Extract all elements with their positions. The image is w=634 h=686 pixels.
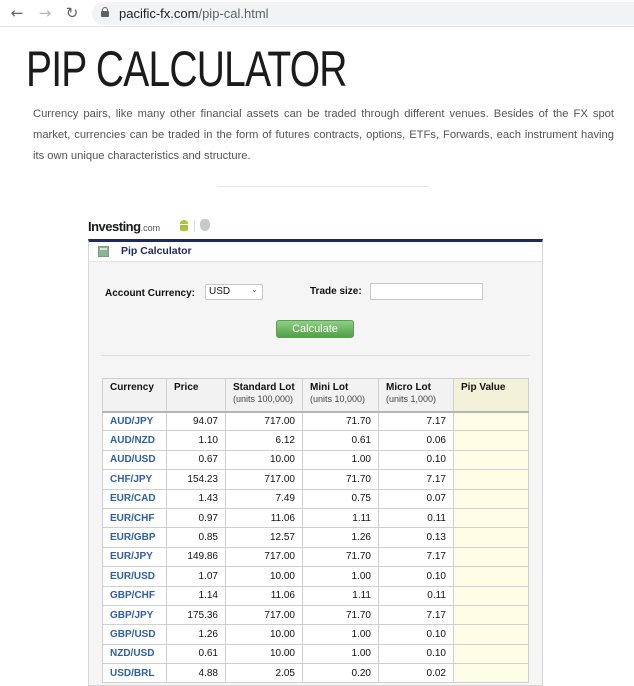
mini-lot-cell: 0.75 bbox=[303, 489, 379, 508]
mini-lot-cell: 71.70 bbox=[303, 547, 379, 566]
mini-lot-cell: 1.26 bbox=[303, 528, 379, 547]
col-header-price: Price bbox=[167, 379, 226, 412]
price-cell: 149.86 bbox=[167, 547, 226, 566]
mini-lot-cell: 1.00 bbox=[303, 625, 379, 644]
price-cell: 1.43 bbox=[167, 489, 226, 508]
account-currency-label: Account Currency: bbox=[105, 288, 196, 299]
pip-value-table bbox=[102, 378, 529, 683]
micro-lot-cell: 7.17 bbox=[379, 605, 454, 624]
price-cell: 4.88 bbox=[167, 664, 226, 683]
price-cell: 0.67 bbox=[167, 450, 226, 469]
calculator-icon bbox=[98, 246, 109, 257]
pip-value-cell bbox=[454, 605, 529, 624]
panel-header bbox=[89, 242, 542, 262]
micro-lot-cell: 0.07 bbox=[379, 489, 454, 508]
micro-lot-cell: 0.11 bbox=[379, 586, 454, 605]
account-currency-value: USD bbox=[209, 286, 231, 297]
currency-pair-link[interactable]: EUR/GBP bbox=[103, 528, 167, 547]
table-row bbox=[103, 586, 529, 605]
pip-value-cell bbox=[454, 528, 529, 547]
address-bar[interactable] bbox=[92, 2, 634, 25]
currency-pair-link[interactable]: NZD/USD bbox=[103, 644, 167, 663]
micro-lot-cell: 0.11 bbox=[379, 508, 454, 527]
currency-pair-link[interactable]: USD/BRL bbox=[103, 664, 167, 683]
trade-size-input[interactable] bbox=[370, 283, 483, 300]
currency-pair-link[interactable]: EUR/USD bbox=[103, 567, 167, 586]
table-row bbox=[103, 412, 529, 431]
table-row bbox=[103, 625, 529, 644]
currency-pair-link[interactable]: EUR/CHF bbox=[103, 508, 167, 527]
pip-value-cell bbox=[454, 547, 529, 566]
url-path: /pip-cal.html bbox=[198, 6, 269, 21]
currency-pair-link[interactable]: GBP/CHF bbox=[103, 586, 167, 605]
table-row bbox=[103, 470, 529, 489]
table-row bbox=[103, 450, 529, 469]
currency-pair-link[interactable]: AUD/USD bbox=[103, 450, 167, 469]
col-header-standard-lot: Standard Lot (units 100,000) bbox=[226, 379, 303, 412]
mini-lot-cell: 1.00 bbox=[303, 644, 379, 663]
back-arrow-icon[interactable]: ← bbox=[10, 4, 24, 22]
trade-size-label: Trade size: bbox=[310, 286, 362, 297]
price-cell: 94.07 bbox=[167, 412, 226, 431]
table-row bbox=[103, 547, 529, 566]
standard-lot-cell: 717.00 bbox=[226, 547, 303, 566]
pip-value-cell bbox=[454, 450, 529, 469]
col-header-mini-lot: Mini Lot (units 10,000) bbox=[303, 379, 379, 412]
table-row bbox=[103, 567, 529, 586]
standard-lot-cell: 11.06 bbox=[226, 586, 303, 605]
mini-lot-cell: 71.70 bbox=[303, 412, 379, 431]
pip-value-cell bbox=[454, 586, 529, 605]
price-cell: 154.23 bbox=[167, 470, 226, 489]
table-row bbox=[103, 489, 529, 508]
currency-pair-link[interactable]: AUD/JPY bbox=[103, 412, 167, 431]
apple-icon[interactable] bbox=[200, 219, 210, 231]
currency-pair-link[interactable]: AUD/NZD bbox=[103, 431, 167, 450]
pip-value-cell bbox=[454, 431, 529, 450]
mini-lot-cell: 71.70 bbox=[303, 605, 379, 624]
intro-paragraph: Currency pairs, like many other financial assets can be traded through different venues. Besides of the FX spot market, currencies can be traded in the form of futures contracts, options, ETFs, Forwards, each instrument having its own unique characteristics and structure. bbox=[33, 108, 614, 162]
standard-lot-cell: 2.05 bbox=[226, 664, 303, 683]
micro-lot-cell: 7.17 bbox=[379, 470, 454, 489]
table-row bbox=[103, 644, 529, 663]
pip-value-cell bbox=[454, 470, 529, 489]
standard-lot-cell: 12.57 bbox=[226, 528, 303, 547]
standard-lot-cell: 7.49 bbox=[226, 489, 303, 508]
standard-lot-cell: 717.00 bbox=[226, 470, 303, 489]
pip-value-cell bbox=[454, 567, 529, 586]
standard-lot-cell: 6.12 bbox=[226, 431, 303, 450]
standard-lot-cell: 717.00 bbox=[226, 412, 303, 431]
currency-pair-link[interactable]: GBP/JPY bbox=[103, 605, 167, 624]
price-cell: 0.85 bbox=[167, 528, 226, 547]
table-row bbox=[103, 528, 529, 547]
micro-lot-cell: 0.10 bbox=[379, 625, 454, 644]
mini-lot-cell: 0.61 bbox=[303, 431, 379, 450]
standard-lot-cell: 10.00 bbox=[226, 567, 303, 586]
micro-lot-cell: 0.02 bbox=[379, 664, 454, 683]
reload-icon[interactable]: ↻ bbox=[65, 4, 79, 22]
pip-value-cell bbox=[454, 664, 529, 683]
pip-calculator-widget bbox=[88, 216, 543, 686]
currency-pair-link[interactable]: CHF/JPY bbox=[103, 470, 167, 489]
currency-pair-link[interactable]: EUR/JPY bbox=[103, 547, 167, 566]
calculate-button[interactable]: Calculate bbox=[276, 320, 354, 338]
url-host: pacific-fx.com bbox=[119, 6, 199, 21]
micro-lot-cell: 7.17 bbox=[379, 547, 454, 566]
pip-value-cell bbox=[454, 489, 529, 508]
mini-lot-cell: 1.11 bbox=[303, 508, 379, 527]
currency-pair-link[interactable]: EUR/CAD bbox=[103, 489, 167, 508]
table-row bbox=[103, 664, 529, 683]
standard-lot-cell: 717.00 bbox=[226, 605, 303, 624]
price-cell: 1.26 bbox=[167, 625, 226, 644]
calculator-panel bbox=[88, 239, 543, 686]
col-header-pip-value: Pip Value bbox=[454, 379, 529, 412]
micro-lot-cell: 0.06 bbox=[379, 431, 454, 450]
section-divider bbox=[218, 186, 428, 187]
micro-lot-cell: 0.10 bbox=[379, 567, 454, 586]
standard-lot-cell: 10.00 bbox=[226, 625, 303, 644]
form-divider bbox=[101, 355, 530, 356]
icon-separator bbox=[194, 220, 195, 232]
micro-lot-cell: 0.10 bbox=[379, 644, 454, 663]
price-cell: 1.14 bbox=[167, 586, 226, 605]
brand-name: Investing bbox=[88, 219, 141, 234]
price-cell: 0.97 bbox=[167, 508, 226, 527]
currency-pair-link[interactable]: GBP/USD bbox=[103, 625, 167, 644]
price-cell: 175.36 bbox=[167, 605, 226, 624]
mini-lot-cell: 0.20 bbox=[303, 664, 379, 683]
table-row bbox=[103, 508, 529, 527]
pip-value-cell bbox=[454, 508, 529, 527]
account-currency-select[interactable] bbox=[205, 284, 263, 300]
mini-lot-cell: 1.11 bbox=[303, 586, 379, 605]
investing-logo[interactable] bbox=[88, 219, 160, 234]
panel-title: Pip Calculator bbox=[121, 245, 192, 257]
col-header-currency: Currency bbox=[103, 379, 167, 412]
page-title: PIP CALCULATOR bbox=[26, 41, 347, 97]
pip-value-cell bbox=[454, 625, 529, 644]
lock-icon[interactable] bbox=[101, 7, 109, 17]
price-cell: 0.61 bbox=[167, 644, 226, 663]
mini-lot-cell: 1.00 bbox=[303, 567, 379, 586]
android-icon[interactable] bbox=[179, 220, 189, 231]
col-header-micro-lot: Micro Lot (units 1,000) bbox=[379, 379, 454, 412]
url-text[interactable] bbox=[119, 6, 269, 21]
table-row bbox=[103, 605, 529, 624]
browser-toolbar bbox=[0, 0, 634, 27]
forward-arrow-icon[interactable]: → bbox=[38, 4, 52, 22]
mini-lot-cell: 1.00 bbox=[303, 450, 379, 469]
table-row bbox=[103, 431, 529, 450]
chevron-down-icon: ⌄ bbox=[251, 285, 258, 294]
standard-lot-cell: 11.06 bbox=[226, 508, 303, 527]
micro-lot-cell: 0.13 bbox=[379, 528, 454, 547]
table-header-row bbox=[103, 379, 529, 412]
pip-value-cell bbox=[454, 412, 529, 431]
price-cell: 1.10 bbox=[167, 431, 226, 450]
price-cell: 1.07 bbox=[167, 567, 226, 586]
brand-suffix: .com bbox=[140, 223, 161, 233]
micro-lot-cell: 7.17 bbox=[379, 412, 454, 431]
table-body bbox=[103, 412, 529, 683]
mini-lot-cell: 71.70 bbox=[303, 470, 379, 489]
micro-lot-cell: 0.10 bbox=[379, 450, 454, 469]
standard-lot-cell: 10.00 bbox=[226, 450, 303, 469]
standard-lot-cell: 10.00 bbox=[226, 644, 303, 663]
pip-value-cell bbox=[454, 644, 529, 663]
